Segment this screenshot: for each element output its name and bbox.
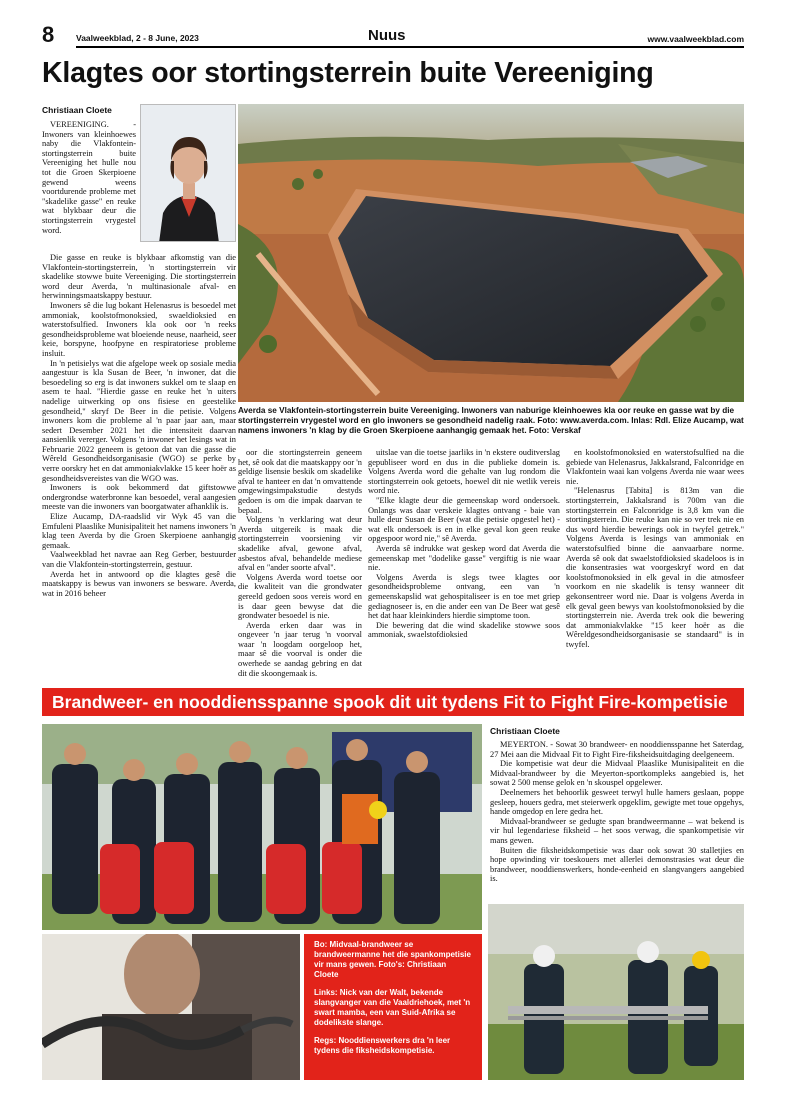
article-paragraph: MEYERTON. - Sowat 30 brandweer- en nooddiensspanne het Saterdag, 27 Mei aan die Midvaal Fit to Fight Fire-fiksheidsuitdaging deelgeneem. [490, 740, 744, 759]
article-paragraph: Elize Aucamp, DA-raadslid vir Wyk 45 van die Emfuleni Plaaslike Munisipaliteit het namens inwoners 'n klag teen Averda by die Groen Skerpioene aanhangig gemaak. [42, 512, 236, 550]
article-paragraph: Buiten die fiksheidskompetisie was daar ook sowat 30 stalletjies en hope opwinding vir toeskouers met allerlei demonstrasies wat deur die brandweer, nooddienswerkers, honde-eenheid en slangvangers aangebied is. [490, 845, 744, 884]
caption-left-photo: Links: Nick van der Walt, bekende slangvanger van die Vaaldriehoek, met 'n swart mamba, een van Suid-Afrika se dodelikste slange. [314, 988, 471, 1027]
inset-portrait [140, 104, 236, 242]
article-paragraph: Die gasse en reuke is blykbaar afkomstig van die Vlakfontein-stortingsterrein, 'n stortingsterrein vir skadelike stowwe buite Vereeniging. Die stortingsterrein word deur Averda, 'n multinasionale afval- en herwinningsmaatskappy bestuur. [42, 253, 236, 301]
article-paragraph: oor die stortingsterrein geneem het, sê ook dat die maatskappy oor 'n geldige lisensie beskik om skadelike afval te hanteer en dat 'n omvattende omgewingsimpakstudie destyds gedoen is om die impak daarvan te bepaal. [238, 448, 362, 515]
article-paragraph: VEREENIGING. - Inwoners van kleinhoewes naby die Vlakfontein-stortingsterrein buite Vereeniging het hulle nou tot die Groen Skerpioene gewend weens voortdurende probleme met "skadelike gasse" en reuke wat blykbaar deur die stortingsterrein vrygestel word. [42, 120, 136, 235]
portrait-image [141, 105, 236, 242]
article-paragraph: "Elke klagte deur die gemeenskap word ondersoek. Onlangs was daar verskeie klagtes ontvang - baie van hulle deur Susan de Beer (wat die petisie opgestel het) - wat elk ondersoek is en in elke geval kon geen reuke opgespoor word nie," sê Averda. [368, 495, 560, 544]
article-paragraph: Die kompetisie wat deur die Midvaal Plaaslike Munisipaliteit en die Midvaal-brandweer by die Meyerton-sportkompleks aangebied is, het sowat 2 500 mense gelok en 'n skouspel opgelewer. [490, 759, 744, 788]
article-paragraph: Volgens Averda word toetse oor die kwaliteit van die grondwater gereeld gedoen soos vereis word en is daar geen bewyse dat die grondwater besoedel is nie. [238, 572, 362, 621]
snake-image [42, 934, 300, 1080]
article-paragraph: Deelnemers het behoorlik gesweet terwyl hulle hamers geslaan, poppe gesleep, houers gedra, met steierwerk opgeklim, gewigte met toue opgehys, hande omgedop en lere gedra het. [490, 787, 744, 817]
article-paragraph: uitslae van die toetse jaarliks in 'n ekstere ouditverslag gepubliseer word en dus in die publieke domein is. Volgens Averda word die gehalte van lug rondom die stortingsterrein ook getoets, hoewel dit nie wetlik vereis word nie. [368, 448, 560, 496]
article-headline: Klagtes oor stortingsterrein buite Vereeniging [42, 57, 654, 89]
article-paragraph: Midvaal-brandweer se gedugte span brandweermanne – wat bekend is vir hul legendariese fiksheid – het soos verwag, die spankompetisie vir mans gewen. [490, 816, 744, 845]
page-number: 8 [42, 22, 55, 47]
article-paragraph: Inwoners sê die lug bokant Helenasrus is besoedel met ammoniak, koolstofmonoksied, swaeldioksied en waterstofsulfied. Inwoners kla ook oor 'n reeks gesondheidsprobleme wat bloeiende neuse, naarheid, seer keie, borspyne, hoofpyne en respiratoriese probleme insluit. [42, 300, 236, 358]
article-byline: Christiaan Cloete [42, 105, 112, 115]
section-name: Nuus [368, 27, 406, 44]
article-paragraph: Volgens 'n verklaring wat deur Averda uitgereik is maak die stortingsterrein voorsiening vir skadelike afval, gewone afval, asbestos afval, behandelde mediese afval en "ander soorte afval". [238, 515, 362, 573]
article-paragraph: Averda het in antwoord op die klagtes gesê die maatskappy is bewus van inwoners se besware. Averda, wat in 2016 beheer [42, 569, 236, 598]
photo-captions-box [304, 934, 482, 1080]
landfill-photo-caption: Averda se Vlakfontein-stortingsterrein buite Vereeniging. Inwoners van naburige kleinhoewes kla oor reuke en gasse wat by die stortingsterrein vrygestel word en glo inwoners se gesondheid nadelig raak. Foto: www.averda.com. Inlas: Rdl. Elize Aucamp, wat namens inwoners 'n klag by die Groen Skerpioene aanhangig gemaak het. Foto: Verskaf [238, 406, 744, 435]
header-rule [76, 46, 744, 48]
article-column-2 [238, 448, 362, 678]
article-paragraph: en koolstofmonoksied en waterstofsulfied na die gebiede van Helenasrus, Jakkalsrand, Falconridge en Vlakfontein waai kan volgens Averda nie waar wees nie. [566, 448, 744, 486]
ladder-carry-photo [488, 904, 744, 1080]
team-image [42, 724, 482, 930]
caption-top-photo: Bo: Midvaal-brandweer se brandweermanne het die spankompetisie vir mans gewen. Foto's: Christiaan Cloete [314, 940, 471, 979]
landfill-image [238, 104, 744, 402]
article-column-4 [566, 448, 744, 678]
website-link[interactable]: www.vaalweekblad.com [647, 34, 744, 44]
snake-catcher-photo [42, 934, 300, 1080]
article-paragraph: "Helenasrus [Tabita] is 813m van die stortingsterrein, Jakkalsrand is 700m van die stortingsterrein en Falconridge is 3,8 km van die stortingsterrein. Die reuke kan nie so ver trek nie en dus word hierdie bewerings ook in twyfel getrek." Volgens Averda is lesings van ammoniak en waterstofsulfied binne die aanvaarbare norme. Averda sê ook dat swaelstofdioksied skadeloos is in die konsentrasies wat voorgeskryf word en dat koolstofmonoksied in elk geval in die atmosfeer voorkom en nie skadelik is tensy wanneer dit gekonsentreer word nie. Daar is volgens Averda in elk geval geen bewys van koolstofmonoksied by die stortingsterrein nie. Averda trek ook die bewering dat ammoniakvlakke "15 keer hoër as die Wêreldgesondheidsorganisasie se standaard" is in twyfel. [566, 486, 744, 649]
article-column-1 [42, 253, 236, 675]
firefighter-team-photo [42, 724, 482, 930]
article-paragraph: Vaalweekblad het navrae aan Reg Gerber, bestuurder van die Vlakfontein-stortingsterrein, gestuur. [42, 550, 236, 569]
article-column-3 [368, 448, 560, 678]
article-paragraph: Averda sê indrukke wat geskep word dat Averda die gemeenskap met "dodelike gasse" vergiftig is nie waar nie. [368, 543, 560, 573]
article-2-body [490, 740, 744, 902]
article-paragraph: Volgens Averda is slegs twee klagtes oor gesondheidsprobleme ontvang, een van 'n gemeenskapslid wat gehospitaliseer is en toe met griep gediagnoseer is, en die ander een van De Beer wat gesê het dat haar kleinkinders hierdie simptome toon. [368, 572, 560, 621]
caption-right-photo: Regs: Nooddienswerkers dra 'n leer tydens die fiksheidskompetisie. [314, 1036, 451, 1055]
landfill-aerial-photo [238, 104, 744, 402]
article-2-banner-headline: Brandweer- en nooddiensspanne spook dit uit tydens Fit to Fight Fire-kompetisie [42, 688, 744, 716]
publication-date: Vaalweekblad, 2 - 8 June, 2023 [76, 33, 199, 43]
article-2-byline: Christiaan Cloete [490, 726, 560, 736]
article-paragraph: Inwoners is ook bekommerd dat giftstowwe ondergrondse waterbronne kan besoedel, veral aangesien meeste van die inwoners van boorgatwater afhanklik is. [42, 483, 236, 512]
article-paragraph: Averda erken daar was in ongeveer 'n jaar terug 'n voorval waar 'n loogdam oorgeloop het, maar sê die voorval is onder die owerhede se aandag gebring en dat dit die skoongemaak is. [238, 620, 362, 678]
article-paragraph: Die bewering dat die wind skadelike stowwe soos ammoniak, swaelstofdioksied [368, 620, 560, 640]
article-paragraph: In 'n petisielys wat die afgelope week op sosiale media aangestuur is kla Susan de Beer, 'n inwoner, dat die besoedeling so erg is dat inwoners sukkel om te slaap en asem te haal. "Hierdie gasse en reuke het 'n uiters nadelige uitwerking op ons fisiese en geestelike gesondheid," skryf De Beer in die petisie. Volgens inwoners kom die probleme al 'n paar jaar aan, maar sedert Desember 2021 het die intensiteit daarvan aansienlik vererger. Volgens 'n inwoner het lesings wat in Februarie 2022 geneem is getoon dat van die gasse die Wêreld Gesondheidsorganisasie (WGO) se perke by verre oorskry het en dat ammoniakvlakke 15 keer hoër as gesondheidsvereistes van die WGO was. [42, 358, 236, 483]
ladder-image [488, 904, 744, 1080]
article-intro-column [42, 120, 136, 254]
